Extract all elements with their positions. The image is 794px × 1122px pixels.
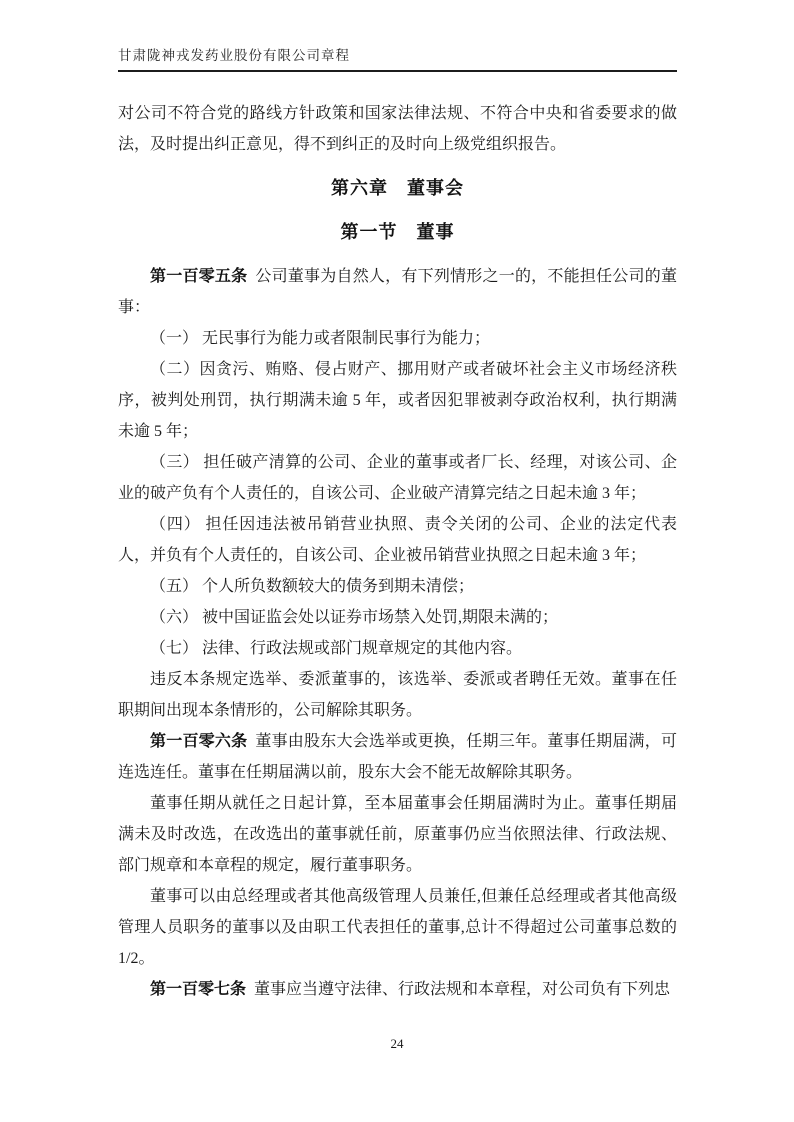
article-105-paragraph	[118, 261, 677, 323]
article-107-text: 董事应当遵守法律、行政法规和本章程，对公司负有下列忠	[254, 981, 671, 998]
list-item-6: （六） 被中国证监会处以证券市场禁入处罚,期限未满的；	[150, 609, 559, 626]
article-106-paragraph	[118, 726, 677, 788]
term-paragraph: 董事任期从就任之日起计算，至本届董事会任期届满时为止。董事任期届满未及时改选，在改选出的董事就任前，原董事仍应当依照法律、行政法规、部门规章和本章程的规定，履行董事职务。	[118, 795, 677, 874]
list-item-7: （七） 法律、行政法规或部门规章规定的其他内容。	[150, 640, 523, 657]
violation-paragraph: 违反本条规定选举、委派董事的，该选举、委派或者聘任无效。董事在任职期间出现本条情形的，公司解除其职务。	[118, 671, 677, 719]
chapter-heading: 第六章 董事会	[331, 178, 464, 198]
page-header-title: 甘肃陇神戎发药业股份有限公司章程	[118, 44, 677, 72]
article-106-number: 第一百零六条	[150, 733, 248, 750]
article-107-number: 第一百零七条	[150, 981, 247, 998]
list-item-5: （五） 个人所负数额较大的债务到期未清偿；	[150, 578, 475, 595]
article-107-paragraph	[118, 974, 677, 1005]
page-number: 24	[390, 1036, 404, 1051]
list-item-2: （二）因贪污、贿赂、侵占财产、挪用财产或者破坏社会主义市场经济秩序，被判处刑罚，执行期满未逾 5 年，或者因犯罪被剥夺政治权利，执行期满未逾 5 年；	[118, 361, 677, 440]
document-body	[118, 98, 677, 1005]
list-item-1: （一） 无民事行为能力或者限制民事行为能力；	[150, 330, 491, 347]
list-item-3: （三） 担任破产清算的公司、企业的董事或者厂长、经理，对该公司、企业的破产负有个人责任的，自该公司、企业破产清算完结之日起未逾 3 年；	[118, 454, 677, 502]
continued-paragraph: 对公司不符合党的路线方针政策和国家法律法规、不符合中央和省委要求的做法，及时提出纠正意见，得不到纠正的及时向上级党组织报告。	[118, 105, 677, 153]
concurrent-paragraph: 董事可以由总经理或者其他高级管理人员兼任,但兼任总经理或者其他高级管理人员职务的董事以及由职工代表担任的董事,总计不得超过公司董事总数的 1/2。	[118, 888, 677, 967]
article-106-text: 董事由股东大会选举或更换，任期三年。董事任期届满，可连选连任。董事在任期届满以前，股东大会不能无故解除其职务。	[118, 733, 677, 781]
section-heading: 第一节 董事	[340, 222, 455, 242]
list-item-4: （四） 担任因违法被吊销营业执照、责令关闭的公司、企业的法定代表人，并负有个人责任的，自该公司、企业被吊销营业执照之日起未逾 3 年；	[118, 516, 677, 564]
article-105-text: 公司董事为自然人，有下列情形之一的，不能担任公司的董事：	[118, 268, 677, 316]
article-105-number: 第一百零五条	[150, 268, 248, 285]
